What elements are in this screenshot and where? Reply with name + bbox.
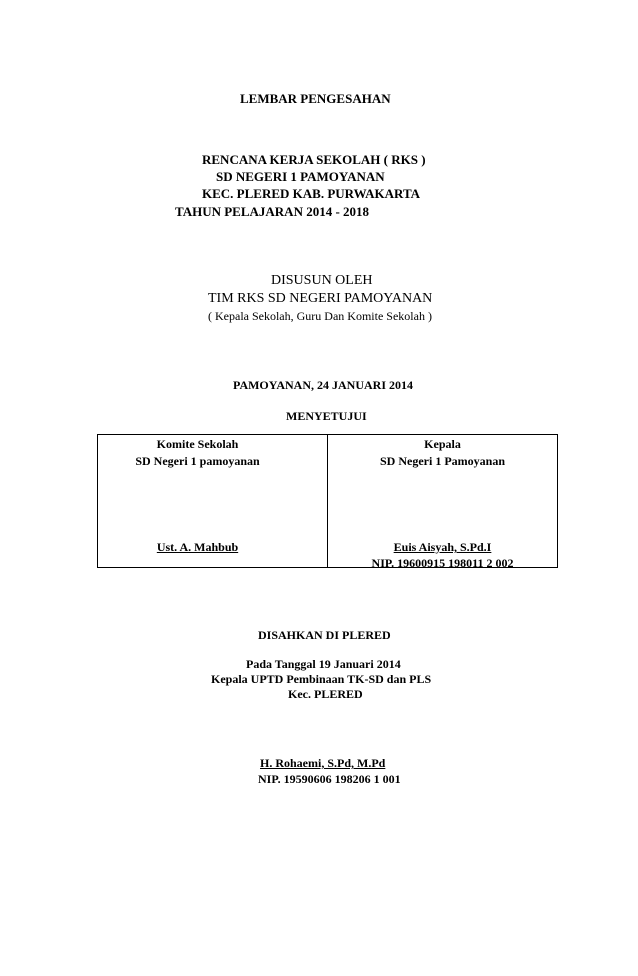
approval-label: MENYETUJUI xyxy=(286,409,367,423)
ratification-label: DISAHKAN DI PLERED xyxy=(258,628,391,642)
page-title: LEMBAR PENGESAHAN xyxy=(240,91,391,106)
ratification-office: Kepala UPTD Pembinaan TK-SD dan PLS xyxy=(211,672,432,686)
team-name: TIM RKS SD NEGERI PAMOYANAN xyxy=(208,291,433,306)
right-signer-name: Euis Aisyah, S.Pd.I xyxy=(393,540,492,554)
left-signer-name: Ust. A. Mahbub xyxy=(156,540,239,554)
school-name: SD NEGERI 1 PAMOYANAN xyxy=(216,169,385,184)
signature-cell-right xyxy=(328,435,558,568)
ratifier-name: H. Rohaemi, S.Pd, M.Pd xyxy=(260,756,386,770)
signature-cell-left xyxy=(98,435,328,568)
right-signer-nip: NIP. 19600915 198011 2 002 xyxy=(371,556,514,570)
right-signer-org: SD Negeri 1 Pamoyanan xyxy=(380,454,505,468)
left-signer-org: SD Negeri 1 pamoyanan xyxy=(135,454,260,468)
team-members: ( Kepala Sekolah, Guru Dan Komite Sekolah ) xyxy=(208,309,432,323)
ratification-date: Pada Tanggal 19 Januari 2014 xyxy=(246,657,401,671)
district-name: KEC. PLERED KAB. PURWAKARTA xyxy=(202,186,421,201)
left-signer-role: Komite Sekolah xyxy=(156,437,239,451)
compiled-by-label: DISUSUN OLEH xyxy=(271,273,373,288)
academic-years: TAHUN PELAJARAN 2014 - 2018 xyxy=(175,204,370,219)
ratification-district: Kec. PLERED xyxy=(288,687,363,701)
signature-table xyxy=(97,434,558,568)
plan-title-line: RENCANA KERJA SEKOLAH ( RKS ) xyxy=(202,152,426,167)
ratifier-nip: NIP. 19590606 198206 1 001 xyxy=(258,772,401,786)
place-date: PAMOYANAN, 24 JANUARI 2014 xyxy=(233,378,413,392)
right-signer-role: Kepala xyxy=(424,437,461,451)
